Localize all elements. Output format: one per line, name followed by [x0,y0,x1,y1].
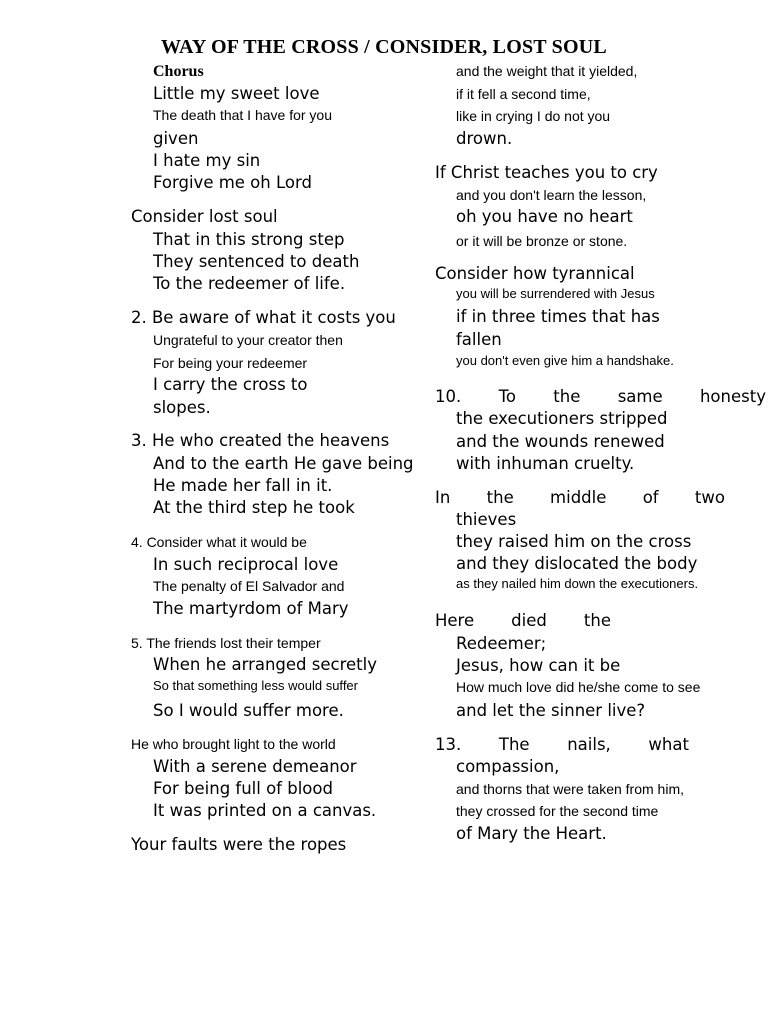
verse-heading: Consider lost soul [131,207,278,226]
lyric-line: I carry the cross to [153,375,308,394]
word: same [617,387,663,406]
lyric-line: or it will be bronze or stone. [456,233,628,249]
lyric-line: given [153,129,199,148]
lyric-line: you don't even give him a handshake. [456,353,674,368]
lyric-line: He made her fall in it. [153,476,333,495]
lyric-line: For being full of blood [153,779,333,798]
lyric-line: and they dislocated the body [456,554,698,573]
lyric-line: In such reciprocal love [153,555,339,574]
verse-heading: Your faults were the ropes [131,835,347,854]
word: 13. [435,735,462,754]
verse-heading: 3. He who created the heavens [131,431,390,450]
lyric-line: if it fell a second time, [456,86,591,102]
lyric-line: compassion, [456,757,560,776]
lyric-line: you will be surrendered with Jesus [456,286,655,301]
lyric-line: thieves [456,510,517,529]
lyric-line: and thorns that were taken from him, [456,781,684,797]
lyric-line: And to the earth He gave being [153,454,414,473]
lyric-line: with inhuman cruelty. [456,454,635,473]
lyric-line: drown. [456,129,513,148]
lyric-line: At the third step he took [153,498,355,517]
verse-heading-justified [435,612,611,631]
lyric-line: How much love did he/she come to see [456,679,701,695]
word: of [642,488,659,507]
lyric-line: they raised him on the cross [456,532,692,551]
word: The [498,735,530,754]
word: Here [435,611,475,630]
chorus-heading: Chorus [153,63,204,80]
lyric-line: they crossed for the second time [456,803,659,819]
lyric-line: Forgive me oh Lord [153,173,312,192]
lyric-line: The death that I have for you [153,107,333,123]
lyric-line: When he arranged secretly [153,655,377,674]
word: honesty [699,387,766,406]
verse-heading-justified [435,388,766,407]
lyric-line: For being your redeemer [153,355,308,371]
word: nails, [567,735,611,754]
word: middle [550,488,607,507]
lyric-line: as they nailed him down the executioners. [456,576,699,591]
word: the [486,488,514,507]
document-title: WAY OF THE CROSS / CONSIDER, LOST SOUL [161,36,607,58]
verse-heading: 4. Consider what it would be [131,534,307,550]
lyric-line: They sentenced to death [153,252,360,271]
lyric-line: To the redeemer of life. [153,274,346,293]
lyric-line: like in crying I do not you [456,108,611,124]
verse-heading: 2. Be aware of what it costs you [131,308,396,327]
word: the [553,387,581,406]
lyric-line: Jesus, how can it be [456,656,621,675]
lyric-line: Redeemer; [456,634,547,653]
verse-heading: He who brought light to the world [131,736,336,752]
lyric-line: of Mary the Heart. [456,824,607,843]
lyric-line: slopes. [153,398,211,417]
lyric-line: and let the sinner live? [456,701,646,720]
lyric-line: oh you have no heart [456,207,633,226]
lyric-line: Ungrateful to your creator then [153,332,343,348]
word: To [498,387,516,406]
word: what [648,735,689,754]
word: In [435,488,451,507]
lyric-line: With a serene demeanor [153,757,357,776]
verse-heading-justified [435,489,725,508]
verse-heading-justified [435,736,689,755]
lyric-line: and you don't learn the lesson, [456,187,647,203]
lyric-line: The penalty of El Salvador and [153,578,345,594]
verse-heading: 5. The friends lost their temper [131,635,321,651]
lyric-line: if in three times that has [456,307,660,326]
word: the [583,611,611,630]
verse-heading: If Christ teaches you to cry [435,163,658,182]
word: died [511,611,547,630]
word: 10. [435,387,462,406]
lyric-line: So that something less would suffer [153,678,358,693]
lyric-line: So I would suffer more. [153,701,344,720]
lyric-line: The martyrdom of Mary [153,599,349,618]
lyric-line: It was printed on a canvas. [153,801,377,820]
lyric-line: the executioners stripped [456,409,668,428]
lyric-line: That in this strong step [153,230,345,249]
verse-heading: Consider how tyrannical [435,264,635,283]
lyric-line: and the wounds renewed [456,432,665,451]
lyric-line: fallen [456,330,502,349]
word: two [694,488,725,507]
lyric-line: I hate my sin [153,151,261,170]
lyric-line: Little my sweet love [153,84,320,103]
lyric-line: and the weight that it yielded, [456,63,638,79]
